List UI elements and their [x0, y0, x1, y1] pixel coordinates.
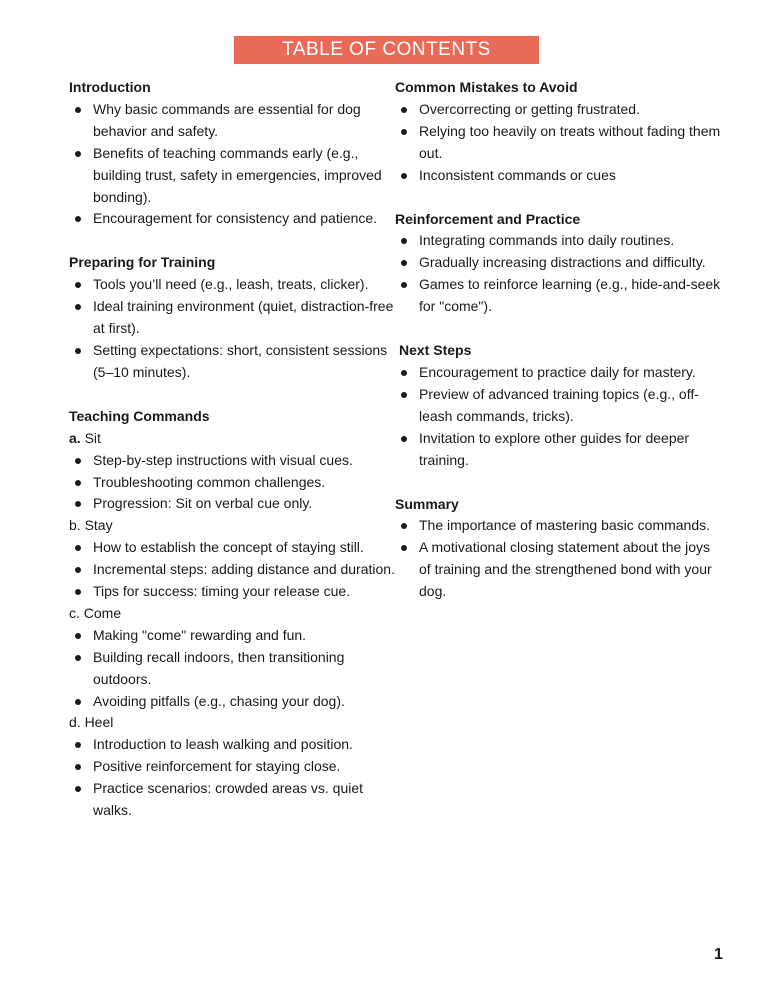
section-heading-reinforcement: Reinforcement and Practice: [395, 210, 581, 227]
list-item: Gradually increasing distractions and difficulty.: [395, 252, 725, 274]
subheading-sit-marker: a.: [69, 429, 81, 446]
spacer: [395, 187, 725, 209]
list-item: How to establish the concept of staying still.: [69, 537, 395, 559]
come-list: [69, 625, 395, 713]
list-item: Ideal training environment (quiet, distraction-free at first).: [69, 296, 395, 340]
list-item: Positive reinforcement for staying close.: [69, 756, 395, 778]
list-item: Troubleshooting common challenges.: [69, 472, 395, 494]
list-item: Introduction to leash walking and position.: [69, 734, 395, 756]
list-item: Integrating commands into daily routines.: [395, 230, 725, 252]
list-item: Overcorrecting or getting frustrated.: [395, 99, 725, 121]
list-item: A motivational closing statement about the joys of training and the strengthened bond with your dog.: [395, 537, 725, 603]
list-item: Encouragement to practice daily for mastery.: [395, 362, 725, 384]
list-item: Avoiding pitfalls (e.g., chasing your dog).: [69, 691, 395, 713]
left-column: [69, 77, 395, 822]
right-column: [395, 77, 725, 603]
subheading-heel: d. Heel: [69, 714, 114, 731]
page-number: 1: [714, 946, 723, 963]
section-heading-mistakes: Common Mistakes to Avoid: [395, 79, 578, 95]
list-item: Relying too heavily on treats without fading them out.: [395, 121, 725, 165]
subheading-stay: b. Stay: [69, 517, 113, 534]
spacer: [69, 230, 395, 252]
list-item: Setting expectations: short, consistent sessions (5–10 minutes).: [69, 340, 395, 384]
section-heading-summary: Summary: [395, 495, 459, 512]
list-item: Step-by-step instructions with visual cues.: [69, 450, 395, 472]
toc-title: TABLE OF CONTENTS: [282, 39, 491, 60]
list-item: Making "come" rewarding and fun.: [69, 625, 395, 647]
section-heading-next-steps: Next Steps: [399, 342, 472, 359]
subheading-sit-label: Sit: [84, 429, 101, 446]
preparing-list: [69, 274, 395, 384]
list-item: Incremental steps: adding distance and duration.: [69, 559, 395, 581]
section-heading-introduction: Introduction: [69, 79, 151, 95]
list-item: Tips for success: timing your release cue.: [69, 581, 395, 603]
toc-title-banner: [234, 36, 539, 64]
sit-list: [69, 450, 395, 516]
list-item: Inconsistent commands or cues: [395, 165, 725, 187]
list-item: Invitation to explore other guides for deeper training.: [395, 428, 725, 472]
subheading-come: c. Come: [69, 604, 122, 621]
stay-list: [69, 537, 395, 603]
list-item: Tools you’ll need (e.g., leash, treats, clicker).: [69, 274, 395, 296]
spacer: [395, 318, 725, 340]
list-item: Games to reinforce learning (e.g., hide-and-seek for "come").: [395, 274, 725, 318]
introduction-list: [69, 99, 395, 230]
list-item: Building recall indoors, then transitioning outdoors.: [69, 647, 395, 691]
list-item: Progression: Sit on verbal cue only.: [69, 493, 395, 515]
list-item: Encouragement for consistency and patience.: [69, 208, 395, 230]
spacer: [69, 384, 395, 406]
list-item: The importance of mastering basic commands.: [395, 515, 725, 537]
section-heading-teaching: Teaching Commands: [69, 407, 210, 424]
reinforcement-list: [395, 230, 725, 318]
section-heading-preparing: Preparing for Training: [69, 254, 216, 271]
heel-list: [69, 734, 395, 822]
list-item: Benefits of teaching commands early (e.g., building trust, safety in emergencies, improved bonding).: [69, 143, 395, 209]
next-steps-list: [395, 362, 725, 472]
list-item: Preview of advanced training topics (e.g., off-leash commands, tricks).: [395, 384, 725, 428]
spacer: [395, 472, 725, 494]
list-item: Practice scenarios: crowded areas vs. quiet walks.: [69, 778, 395, 822]
subheading-sit: [69, 428, 395, 450]
summary-list: [395, 515, 725, 603]
list-item: Why basic commands are essential for dog behavior and safety.: [69, 99, 395, 143]
mistakes-list: [395, 99, 725, 187]
